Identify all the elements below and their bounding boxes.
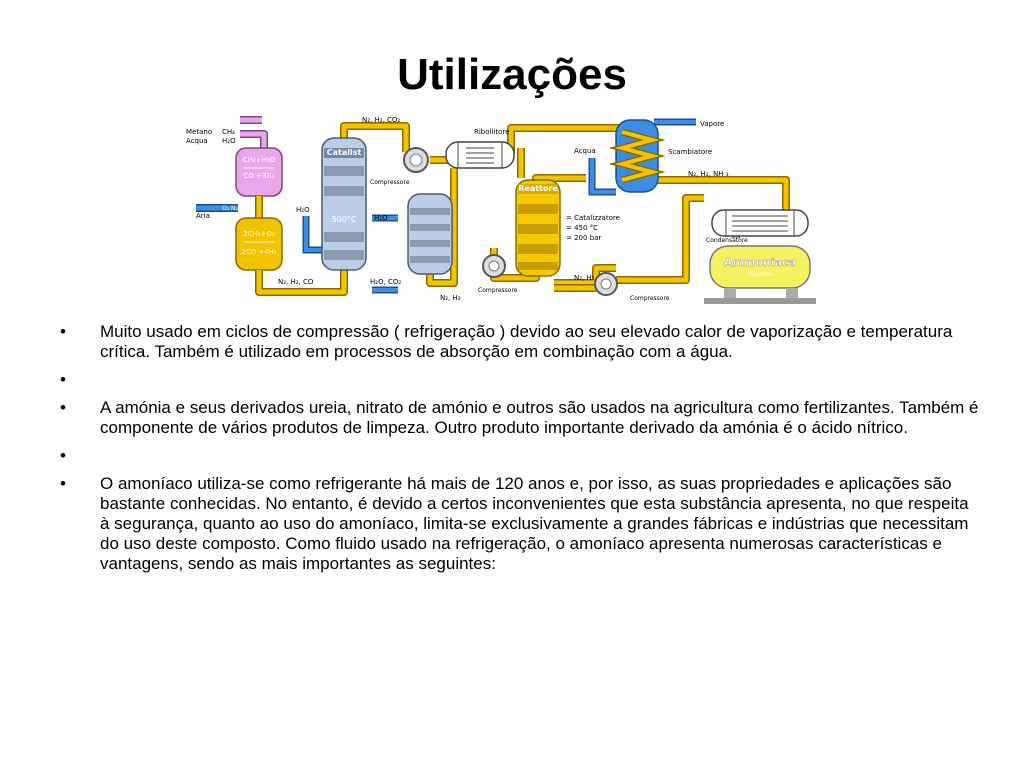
bullet-text: Muito usado em ciclos de compressão ( refrigeração ) devido ao seu elevado calor de vaporização e temperatura crítica. Também é utilizado em processos de absorção em combinação com a água. [100,322,953,361]
reattore-label: Reattore [518,184,558,193]
bullet-dot: • [60,398,66,417]
condensatore-label: Condensatore [706,237,748,244]
bullet-item [60,322,980,362]
reformer-bottom-line1: 2CH₄+O₂ [243,230,275,238]
n2h2-mid-label: N₂, H₂ [574,274,595,282]
scambiatore-label: Scambiatore [668,148,713,156]
bullet-text: O amoníaco utiliza-se como refrigerante há mais de 120 anos e, por isso, as suas propriedades e aplicações são bastante conhecidas. No entanto, é devido a certos inconvenientes que esta substância apresenta, no que respeita à segurança, quanto ao uso do amoníaco, limita-se exclusivamente a grandes fábricas e indústrias que necessitam do uso deste composto. Como fluido usado na refrigeração, o amoníaco apresenta numerosas características e vantagens, sendo as mais importantes as seguintes: [100,474,969,573]
n2h2co2-top-label: N₂, H₂, CO₂ [362,116,401,124]
reformer-top-line2: CO +3H₂ [243,172,275,180]
catalist-label: Catalist [326,148,362,157]
reformer-bottom-line2: 2CO +4H₂ [241,248,277,256]
ammoniaca-label: Ammoniaca [724,256,796,269]
bullet-item [60,474,980,574]
h2o-right-col-label: H₂O [374,214,388,222]
bar200-label: = 200 bar [566,234,602,242]
tank-base [704,298,816,304]
bullet-text: A amónia e seus derivados ureia, nitrato de amónio e outros são usados na agricultura como fertilizantes. Também é componente de vários produtos de limpeza. Outro produto importante derivado da amónia é o ácido nítrico. [100,398,979,437]
n2h2co-bottom-label: N₂, H₂, CO [278,278,314,286]
o2n2-label: O₂ N₂ [222,205,238,212]
n2h2-bottom-label: N₂, H₂ [440,294,461,302]
bullet-dot: • [60,446,66,465]
bullet-dot: • [60,370,66,389]
acqua-right-label: Acqua [574,147,596,155]
compressore-2-label: Compressore [478,287,518,294]
h2o-top-label: H₂O [222,137,236,145]
bullet-dot: • [60,322,66,341]
bullet-item-empty [60,370,980,390]
reboiler [446,142,514,168]
n2h2nh3-label: N₂, H₂, NH ₃ [688,170,729,178]
temp450-label: = 450 °C [566,224,599,232]
compressore-1-label: Compressore [370,179,410,186]
methane-pipe [240,120,264,150]
bullet-item [60,398,980,438]
ribollitore-label: Ribollitore [474,128,510,136]
temp500-label: 500°C [331,215,357,224]
compressore-3-label: Compressore [630,295,670,302]
aria-label: Aria [196,212,210,220]
ammonia-process-svg [176,108,826,308]
liquida-label: (liquida) [747,271,773,278]
ch4-label: CH₄ [222,128,235,136]
h2o-co2-label: H₂O, CO₂ [370,278,402,286]
page-title: Utilizações [397,50,627,99]
vapore-label: Vapore [700,120,725,128]
acqua-left-label: Acqua [186,137,208,145]
catalizzatore-label: = Catalizzatore [566,214,620,222]
reformer-top-line1: CH₄+H₂O [242,156,276,164]
bullet-list [60,322,980,582]
bullet-dot: • [60,474,66,493]
metano-label: Metano [186,128,213,136]
bullet-item-empty [60,446,980,466]
secondary-reformer [236,218,282,270]
h2o-left-col-label: H₂O [296,206,310,214]
ammonia-process-diagram [176,108,826,308]
